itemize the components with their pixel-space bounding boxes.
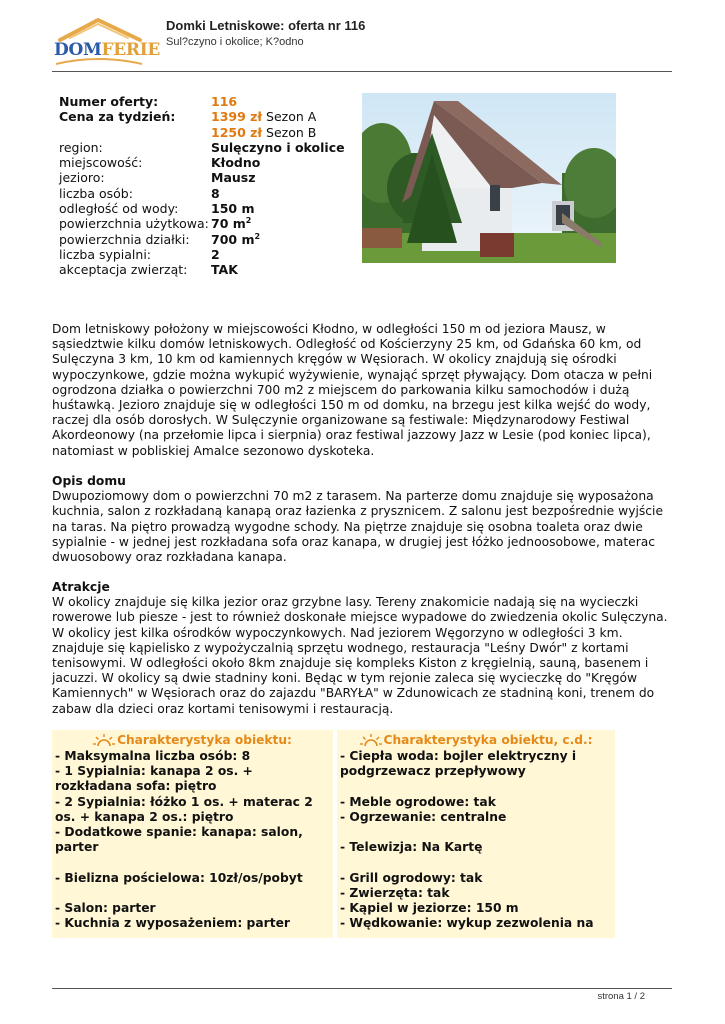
list-item: - Zwierzęta: tak [340,885,450,900]
detail-row [59,186,345,201]
detail-label: odległość od wody: [59,201,179,217]
detail-row [59,140,345,155]
sun-icon [93,733,115,747]
characteristics-title: Charakterystyka obiektu, c.d.: [383,732,593,747]
list-item: - Maksymalna liczba osób: 8 [55,749,251,763]
document-subtitle: Sul?czyno i okolice; K?odno [166,36,304,48]
section-text: W okolicy znajduje się kilka jezior oraz grzybne lasy. Tereny znakomicie nadają się na wycieczki rowerowe lub piesze - jest to również doskonałe miejsce wypadowe do zwiedzenia okolic Sulęczyna. W okolicy jest kilka ośrodków wypoczynkowych. Nad jeziorem Węgorzyno w odległości 3 km. znajduje się kąpielisko z wypożyczalnią sprzętu wodnego, restauracja "Leśny Dwór" z kortami tenisowymi. W odległości około 8km znajduje się kompleks Kiston z kręgielnią, sauną, basenem i jacuzzi. W okolicy są dwie stadniny koni. Będąc w tym rejonie zaleca się wycieczkę do "Kręgów Kamiennych" w Węsiorach oraz do zajazdu "BARYŁA" w Zdunowicach ze stadniną koni, trenem do zabaw dla dzieci oraz kortami tenisowymi i restauracją. [52,595,668,716]
detail-label: region: [59,139,103,155]
characteristics-title: Charakterystyka obiektu: [117,732,292,747]
section-atrakcje [52,580,677,717]
offer-number-label: Numer oferty: [59,94,159,109]
list-item: - 1 Sypialnia: kanapa 2 os. + rozkładana sofa: piętro [55,764,253,794]
list-item: - Ciepła woda: bojler elektryczny i podgrzewacz przepływowy [340,749,577,779]
price-a: 1399 zł [211,109,263,125]
detail-unit-superscript: 2 [254,231,261,241]
characteristics [52,730,615,938]
detail-unit-superscript: 2 [245,216,252,226]
list-item: - Salon: parter [55,901,156,915]
detail-label: liczba osób: [59,185,133,201]
list-spacer [55,886,333,901]
section-title: Atrakcje [52,580,110,594]
offer-number-value: 116 [211,94,238,109]
detail-row [59,170,345,185]
list-item: - Telewizja: Na Kartę [340,840,483,855]
house-photo [362,93,616,263]
detail-value: 2 [211,246,220,262]
detail-label: liczba sypialni: [59,246,152,262]
detail-value: 8 [211,185,220,201]
page-header [52,12,672,72]
detail-value: 150 m [211,201,255,217]
section-opis-domu [52,474,677,565]
list-item: - Ogrzewanie: centralne [340,809,507,824]
detail-row [59,216,345,231]
detail-row [59,155,345,170]
detail-value: Kłodno [211,155,261,171]
list-spacer [340,855,615,870]
logo-text-ferie: FERIE [101,40,161,60]
detail-value: Sulęczyno i okolice [211,139,345,155]
detail-row [59,247,345,262]
list-spacer [55,855,333,870]
characteristics-box-left [52,730,333,938]
detail-value: 700 $m^2$ [211,231,261,247]
logo-text-dom: DOM [54,40,102,60]
list-item: - 2 Sypialnia: łóżko 1 os. + materac 2 os. + kanapa 2 os.: piętro [55,794,313,824]
section-text: Dwupoziomowy dom o powierzchni 70 m2 z tarasem. Na parterze domu znajduje się wyposażona kuchnia, salon z rozkładaną kanapą oraz łazienka z prysznicem. Z salonu jest bezpośrednie wyjście na taras. Na piętro prowadzą wygodne schody. Na piętrze znajduje się osobna toaleta oraz dwie sypialnie - w jednej jest rozkładana sofa oraz kanapa, w drugiej jest łóżko jednoosobowe, materac dwuosobowy oraz rozkładana kanapa. [52,489,664,565]
list-spacer [340,825,615,840]
list-item: - Kuchnia z wyposażeniem: parter [55,916,290,931]
list-item: - Bielizna pościelowa: 10zł/os/pobyt [55,870,303,885]
detail-value: TAK [211,262,238,278]
detail-row [59,262,345,277]
price-row [59,109,345,124]
footer-divider [52,988,672,989]
characteristics-box-right [337,730,615,938]
list-item: - Kąpiel w jeziorze: 150 m [340,900,519,915]
price-b: 1250 zł [211,124,263,140]
domferie-logo[interactable] [52,14,161,68]
header-divider [52,71,672,72]
detail-label: powierzchnia działki: [59,231,190,247]
detail-row [59,201,345,216]
list-spacer [340,779,615,794]
list-item: - Meble ogrodowe: tak [340,794,496,809]
detail-label: powierzchnia użytkowa: [59,216,209,232]
document-title: Domki Letniskowe: oferta nr 116 [166,18,366,33]
section-title: Opis domu [52,474,126,488]
page-number: strona 1 / 2 [597,991,645,1002]
list-item: - Grill ogrodowy: tak [340,870,483,885]
characteristics-list [52,749,333,931]
season-b: Sezon B [266,124,317,140]
list-item: - Dodatkowe spanie: kanapa: salon, parter [55,825,303,855]
detail-label: akceptacja zwierząt: [59,262,188,278]
detail-row [59,232,345,247]
offer-number-row [59,94,345,109]
intro-paragraph: Dom letniskowy położony w miejscowości Kłodno, w odległości 150 m od jeziora Mausz, w sąsiedztwie kilku domów letniskowych. Odległość od Kościerzyny 25 km, od Gdańska 60 km, od Sulęczyna 3 km, 10 km od kamiennych kręgów w Węsiorach. W okolicy znajdują się ośrodki wypoczynkowe, gdzie można wykupić wyżywienie, wynająć sprzęt pływający. Dom otacza w pełni ogrodzona działka o powierzchni 700 m2 z miejscem do parkowania kilku samochodów i dużą huśtawką. Jezioro znajduje się w odległości 150 m od domku, na brzegu jest kilka wejść do wody, raczej dla osób dorosłych. W Sulęczynie organizowane są festiwale: Międzynarodowy Festiwal Akordeonowy (na przełomie lipca i sierpnia) oraz festiwal jazzowy Jazz w Lesie (pod koniec lipca), natomiast w pobliskiej Amalce sezonowo dyskoteka. [52,322,653,458]
price-label: Cena za tydzień: [59,109,176,125]
detail-label: jezioro: [59,170,105,186]
detail-value: 70 $m^2$ [211,216,252,232]
sun-icon [360,733,382,747]
list-item: - Wędkowanie: wykup zezwolenia na [340,916,594,931]
detail-value: Mausz [211,170,256,186]
price-row-b [59,125,345,140]
detail-label: miejscowość: [59,155,143,171]
season-a: Sezon A [266,109,317,125]
characteristics-list [337,749,615,931]
offer-details [59,94,345,278]
